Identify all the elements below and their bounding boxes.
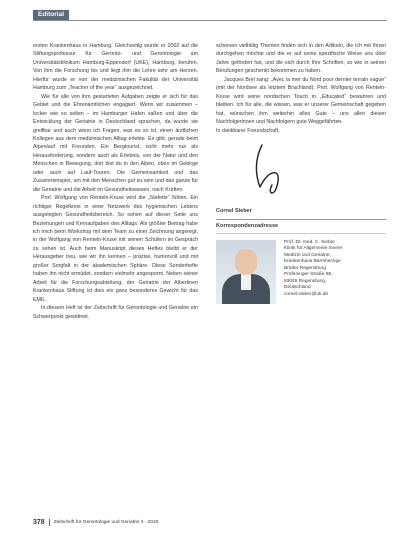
paragraph: Prof. Wolfgang von Renteln-Kruse wird die „Stafette“ fühlen. Ein richtiger Regelkreis in einer Netzwerk des hygienischen Lebens ausgelegten Gesundheitsbereich. So sehen auf dieser Seite uns Beziehungen und Kernaufgaben des Alltags. Als größter Beitrag habe ich mich beim Workshop mit dem Team zu einer Zeichnung angeregt, in der Wolfgang von Renteln-Kruse mit seinen Schülern im Gespräch zu sehen ist. Auch beim Manuskript dieses Heftes bleibt er der Herausgeber treu, wie wir ihn kennen – präzise, humorvoll und mit großer Sorgfalt in der akademischen Sphäre. Diese Sonderhefte haben ihn nicht ermüdet, sondern vielmehr angespornt. Neben seiner Arbeit für die Forschungsabteilung, der Geriatrie der Albertinen Krankenhaus Stiftung ist dies ein ganz besonderes Gewicht für das EMIL. bbox=[33, 195, 198, 303]
closing-line: In dankbarer Freundschaft, bbox=[216, 127, 280, 134]
paragraph: ersten Krankenhaus in Hamburg. Gleichzeitig wurde er 2002 auf die Stiftungsprofessur für Geronto- und Gerontologie am Universitätsklinikum Hamburg-Eppendorf (UKE), Hamburg, berufen. Von ihm die Forschung bis und liegt ihm die Lehre sehr am Herzen. Hierfür wurde er von der medizinischen Fakultät der Universität Hamburg zum „Teacher of the year“ ausgezeichnet. bbox=[33, 43, 198, 92]
correspondence-address bbox=[284, 240, 342, 304]
paragraph: Wie für alle von ihm gestarteten Aufgaben zeigte er sich für das Gebiet und die Ehrenamtlichen engagiert. Wenn wir zusammen – locker wie so selten – im Hamburger Hafen saßen und über die Entwicklung der Geriatrie in Deutschland sprachen, da wurde sie greifbar und auch wenn ich Fragen, was es so ist, einen ärztlichen Kollegen aus dem medizinischen Alltag erlebte. Es gibt, gerade beim Alpenlauf mit Freunden. Ein Bergtourist, nicht mehr nur als Herausforderung, sondern auch als Erlebnis, von der Natur und den Menschen in Bewegung, dort bist du in den Alpen, oben im Gebirge oder auch auf Lauf-Touren. Die Gemeinsamkeit und das Zusammenspiel, um mit den Menschen gut zu sein und das ganze für die Geriatrie und die Arbeit im Gesundheitswesen, nach Kräften. bbox=[33, 93, 198, 193]
address-line: Prüfeninger Straße 86, bbox=[284, 272, 333, 278]
footer-divider bbox=[49, 519, 50, 526]
paragraph: Jacques Brel sang: „Avec la mer du Nord pour dernier terrain vague“ (mit der Nordsee als letztem Brachland). Prof. Wolfgang von Renteln-Kruse wird seine nordischen Touch in „Educated“ bewahren und bleiben. Ich für alle, die wissen, was er unserer Gemeinschaft gegeben hat, wünschen ihm weiterhin alles Gute – uns allen diesen Nachfolgerinnen und Nachfolgern gute Weggefährten. bbox=[216, 76, 386, 126]
address-line: 93049 Regensburg, bbox=[284, 278, 327, 284]
paragraph: In diesem Heft ist der Zeitschrift für Gerontologie und Geriatrie ein Schwerpunkt gewidmet. bbox=[33, 305, 198, 320]
right-column bbox=[216, 42, 386, 304]
correspondence-block bbox=[216, 240, 386, 304]
left-column bbox=[33, 42, 198, 321]
address-line: Krankenhaus Barmherzige bbox=[284, 259, 341, 265]
address-line: Brüder Regensburg bbox=[284, 265, 326, 271]
signature-image bbox=[242, 141, 302, 197]
author-name: Cornel Sieber bbox=[216, 207, 252, 214]
correspondence-heading: Korrespondenzadresse bbox=[216, 219, 386, 233]
address-line: Klinik für Allgemeine Innere bbox=[284, 246, 343, 252]
address-line: Deutschland bbox=[284, 285, 311, 291]
journal-citation: Zeitschrift für Gerontologie und Geriatrie 4 · 2018 bbox=[53, 520, 159, 525]
email-link[interactable]: cornel.sieber@uk.de bbox=[284, 291, 329, 297]
section-label: Editorial bbox=[33, 10, 69, 20]
address-line: Prof. Dr. med. C. Sieber bbox=[284, 239, 335, 245]
author-photo bbox=[216, 240, 276, 304]
page-footer bbox=[33, 519, 387, 526]
section-header-bar bbox=[33, 10, 387, 21]
paragraph: schienen vielfältig Themen finden sich in den Artikeln, die ich mit Ihnen durchgehen möchte und die er auf seine spezifische Weise uns über Jahre gefördert hat, und die sich durch Ihre Schriften, so wie in seinen Berufungen geschenkt bekommen zu haben. bbox=[216, 43, 386, 75]
address-line: Medizin und Geriatrie, bbox=[284, 252, 331, 258]
page-number: 378 bbox=[33, 519, 45, 526]
